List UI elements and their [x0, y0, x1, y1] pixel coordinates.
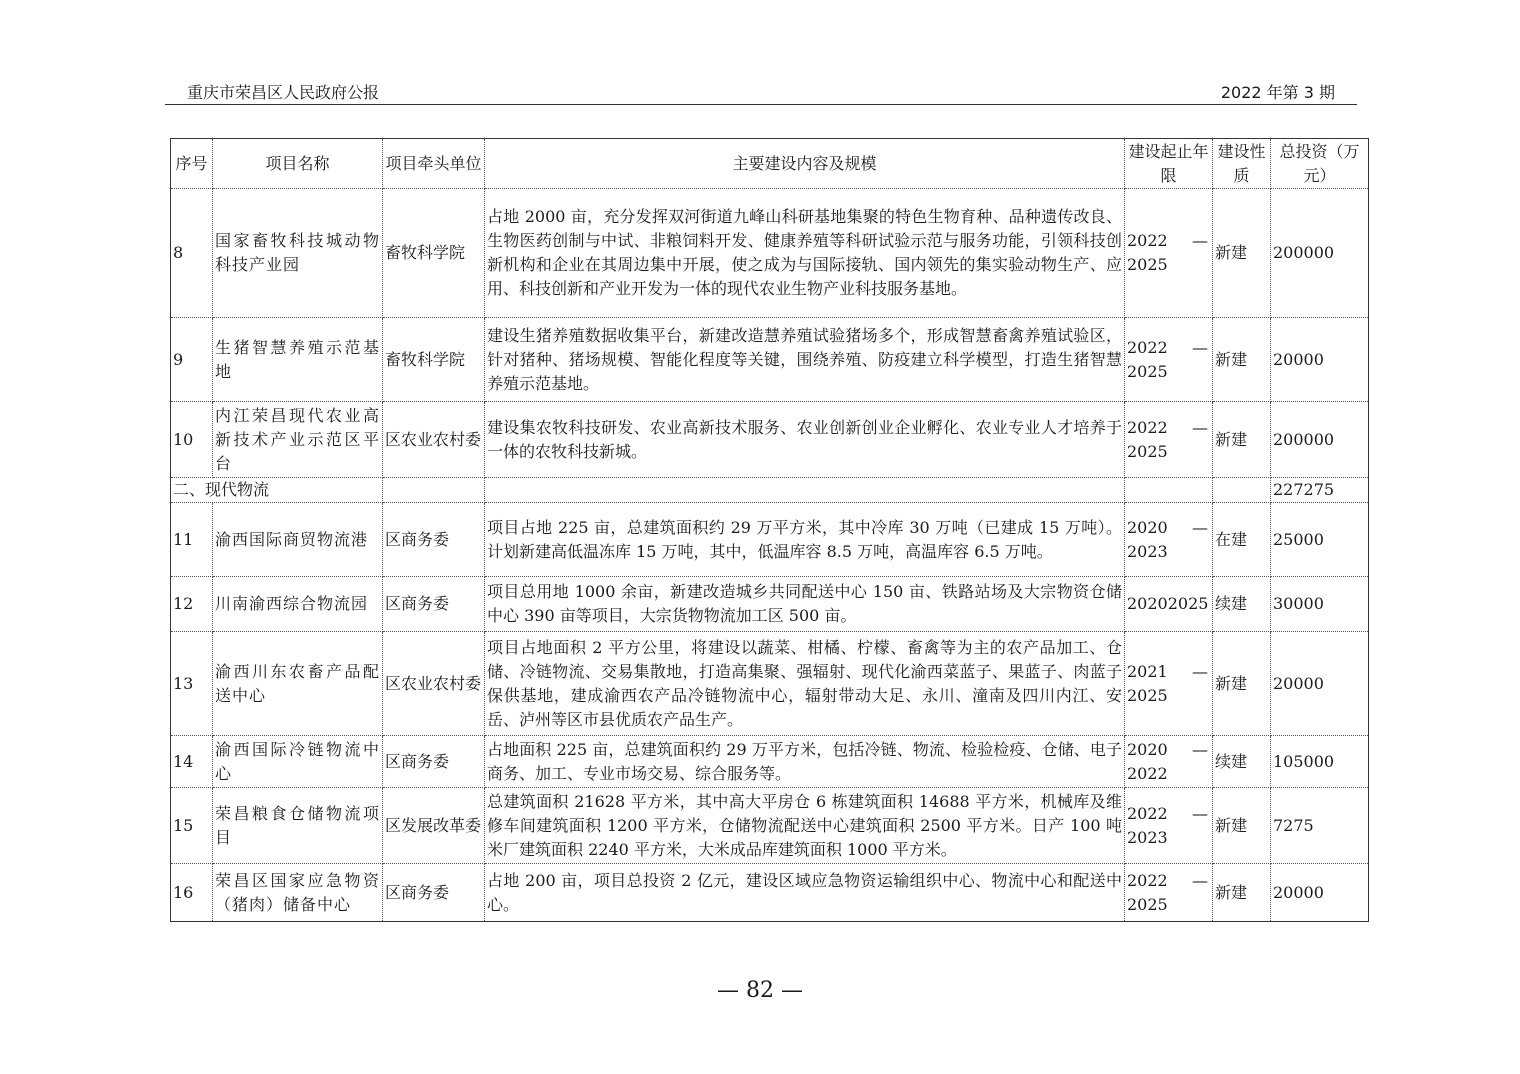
year-start: 2020: [1127, 739, 1168, 759]
row-num: 11: [171, 503, 213, 577]
row-num: 12: [171, 577, 213, 632]
header-num: 序号: [171, 139, 213, 189]
year-end: 2025: [1127, 894, 1168, 914]
year-start: 2022: [1127, 870, 1168, 890]
section-investment: 227275: [1271, 478, 1369, 503]
project-description: 建设集农牧科技研发、农业高新技术服务、农业创新创业企业孵化、农业专业人才培养于一体的农牧科技新城。: [485, 402, 1125, 478]
total-investment: 105000: [1271, 736, 1369, 788]
construction-years: [1125, 503, 1213, 577]
project-description: 总建筑面积 21628 平方米，其中高大平房仓 6 栋建筑面积 14688 平方米，机械库及维修车间建筑面积 1200 平方米，仓储物流配送中心建筑面积 2500 平方米。日产 100 吨米厂建筑面积 2240 平方米，大米成品库建筑面积 1000 平方米。: [485, 788, 1125, 864]
total-investment: 200000: [1271, 189, 1369, 318]
table-header-row: [171, 139, 1369, 189]
row-num: 16: [171, 864, 213, 922]
construction-type: 新建: [1213, 864, 1271, 922]
header-type: 建设性质: [1213, 139, 1271, 189]
year-start: 2022: [1127, 803, 1168, 823]
issue-number: 2022 年第 3 期: [1220, 83, 1335, 102]
project-name: 生猪智慧养殖示范基地: [213, 318, 383, 402]
project-name: 渝西国际商贸物流港: [213, 503, 383, 577]
year-dash: —: [1192, 870, 1208, 890]
lead-unit: 畜牧科学院: [383, 189, 485, 318]
project-name: 国家畜牧科技城动物科技产业园: [213, 189, 383, 318]
construction-type: 新建: [1213, 189, 1271, 318]
project-description: 项目占地面积 2 平方公里，将建设以蔬菜、柑橘、柠檬、畜禽等为主的农产品加工、仓储、冷链物流、交易集散地，打造高集聚、强辐射、现代化渝西菜蓝子、果蓝子、肉蓝子保供基地，建成渝西农产品冷链物流中心，辐射带动大足、永川、潼南及四川内江、安岳、泸州等区市县优质农产品生产。: [485, 632, 1125, 736]
year-start: 2020: [1127, 517, 1168, 537]
section-row: [171, 478, 1369, 503]
construction-type: 新建: [1213, 318, 1271, 402]
project-description: 占地 2000 亩，充分发挥双河街道九峰山科研基地集聚的特色生物育种、品种遗传改良、生物医药创制与中试、非粮饲料开发、健康养殖等科研试验示范与服务功能，引领科技创新机构和企业在其周边集中开展，使之成为与国际接轨、国内领先的集实验动物生产、应用、科技创新和产业开发为一体的现代农业生物产业科技服务基地。: [485, 189, 1125, 318]
project-name: 川南渝西综合物流园: [213, 577, 383, 632]
header-unit: 项目牵头单位: [383, 139, 485, 189]
lead-unit: 区商务委: [383, 736, 485, 788]
construction-type: 新建: [1213, 632, 1271, 736]
total-investment: 25000: [1271, 503, 1369, 577]
year-dash: —: [1192, 739, 1208, 759]
project-name: 内江荣昌现代农业高新技术产业示范区平台: [213, 402, 383, 478]
lead-unit: 区发展改革委: [383, 788, 485, 864]
project-description: 建设生猪养殖数据收集平台，新建改造慧养殖试验猪场多个，形成智慧畜禽养殖试验区，针对猪种、猪场规模、智能化程度等关键，围绕养殖、防疫建立科学模型，打造生猪智慧养殖示范基地。: [485, 318, 1125, 402]
year-end: 2025: [1127, 685, 1168, 705]
table-row: [171, 189, 1369, 318]
lead-unit: 区商务委: [383, 577, 485, 632]
row-num: 9: [171, 318, 213, 402]
header-invest: 总投资（万元）: [1271, 139, 1369, 189]
year-start: 2022: [1127, 231, 1168, 250]
construction-type: 新建: [1213, 402, 1271, 478]
lead-unit: 区农业农村委: [383, 632, 485, 736]
year-end: 2023: [1127, 827, 1168, 847]
construction-type: 续建: [1213, 736, 1271, 788]
total-investment: 200000: [1271, 402, 1369, 478]
row-num: 8: [171, 189, 213, 318]
empty-cell: [1213, 478, 1271, 503]
project-name: 荣昌粮食仓储物流项目: [213, 788, 383, 864]
year-dash: —: [1192, 517, 1208, 537]
table-row: [171, 788, 1369, 864]
project-name: 荣昌区国家应急物资（猪肉）储备中心: [213, 864, 383, 922]
row-num: 10: [171, 402, 213, 478]
empty-cell: [1125, 478, 1213, 503]
empty-cell: [485, 478, 1125, 503]
construction-years: [1125, 632, 1213, 736]
total-investment: 20000: [1271, 318, 1369, 402]
construction-years: [1125, 864, 1213, 922]
construction-type: 续建: [1213, 577, 1271, 632]
project-description: 占地面积 225 亩，总建筑面积约 29 万平方米，包括冷链、物流、检验检疫、仓储、电子商务、加工、专业市场交易、综合服务等。: [485, 736, 1125, 788]
lead-unit: 区商务委: [383, 503, 485, 577]
table-row: [171, 577, 1369, 632]
table-row: [171, 318, 1369, 402]
project-description: 项目总用地 1000 余亩，新建改造城乡共同配送中心 150 亩、铁路站场及大宗物资仓储中心 390 亩等项目，大宗货物物流加工区 500 亩。: [485, 577, 1125, 632]
row-num: 14: [171, 736, 213, 788]
year-end: 2025: [1127, 255, 1168, 274]
year-start: 2022: [1127, 337, 1168, 357]
year-start: 2022: [1127, 417, 1168, 437]
table-row: [171, 402, 1369, 478]
construction-type: 新建: [1213, 788, 1271, 864]
project-description: 占地 200 亩，项目总投资 2 亿元，建设区域应急物资运输组织中心、物流中心和配送中心。: [485, 864, 1125, 922]
year-start: 2021: [1127, 661, 1168, 681]
year-dash: —: [1192, 417, 1208, 437]
project-table: [170, 138, 1369, 922]
table-row: [171, 736, 1369, 788]
section-label: 二、现代物流: [171, 478, 383, 503]
header-desc: 主要建设内容及规模: [485, 139, 1125, 189]
header-name: 项目名称: [213, 139, 383, 189]
project-description: 项目占地 225 亩，总建筑面积约 29 万平方米，其中冷库 30 万吨（已建成 15 万吨）。计划新建高低温冻库 15 万吨，其中，低温库容 8.5 万吨，高温库容 6.5 万吨。: [485, 503, 1125, 577]
construction-years: 20202025: [1125, 577, 1213, 632]
table-row: [171, 632, 1369, 736]
construction-years: [1125, 736, 1213, 788]
page-header: [165, 78, 1357, 105]
total-investment: 30000: [1271, 577, 1369, 632]
lead-unit: 区商务委: [383, 864, 485, 922]
construction-years: [1125, 318, 1213, 402]
year-dash: —: [1192, 231, 1208, 250]
table-row: [171, 503, 1369, 577]
header-years: 建设起止年限: [1125, 139, 1213, 189]
total-investment: 7275: [1271, 788, 1369, 864]
project-name: 渝西国际冷链物流中心: [213, 736, 383, 788]
table-row: [171, 864, 1369, 922]
year-dash: —: [1192, 661, 1208, 681]
row-num: 15: [171, 788, 213, 864]
empty-cell: [383, 478, 485, 503]
lead-unit: 畜牧科学院: [383, 318, 485, 402]
construction-type: 在建: [1213, 503, 1271, 577]
year-dash: —: [1192, 337, 1208, 357]
year-dash: —: [1192, 803, 1208, 823]
total-investment: 20000: [1271, 864, 1369, 922]
total-investment: 20000: [1271, 632, 1369, 736]
row-num: 13: [171, 632, 213, 736]
year-end: 2025: [1127, 441, 1168, 461]
page-number: — 82 —: [717, 978, 803, 1003]
year-end: 2023: [1127, 541, 1168, 561]
construction-years: [1125, 788, 1213, 864]
year-end: 2025: [1127, 361, 1168, 381]
construction-years: [1125, 402, 1213, 478]
lead-unit: 区农业农村委: [383, 402, 485, 478]
publication-title: 重庆市荣昌区人民政府公报: [187, 83, 380, 102]
project-name: 渝西川东农畜产品配送中心: [213, 632, 383, 736]
construction-years: [1125, 189, 1213, 318]
year-end: 2022: [1127, 763, 1168, 783]
